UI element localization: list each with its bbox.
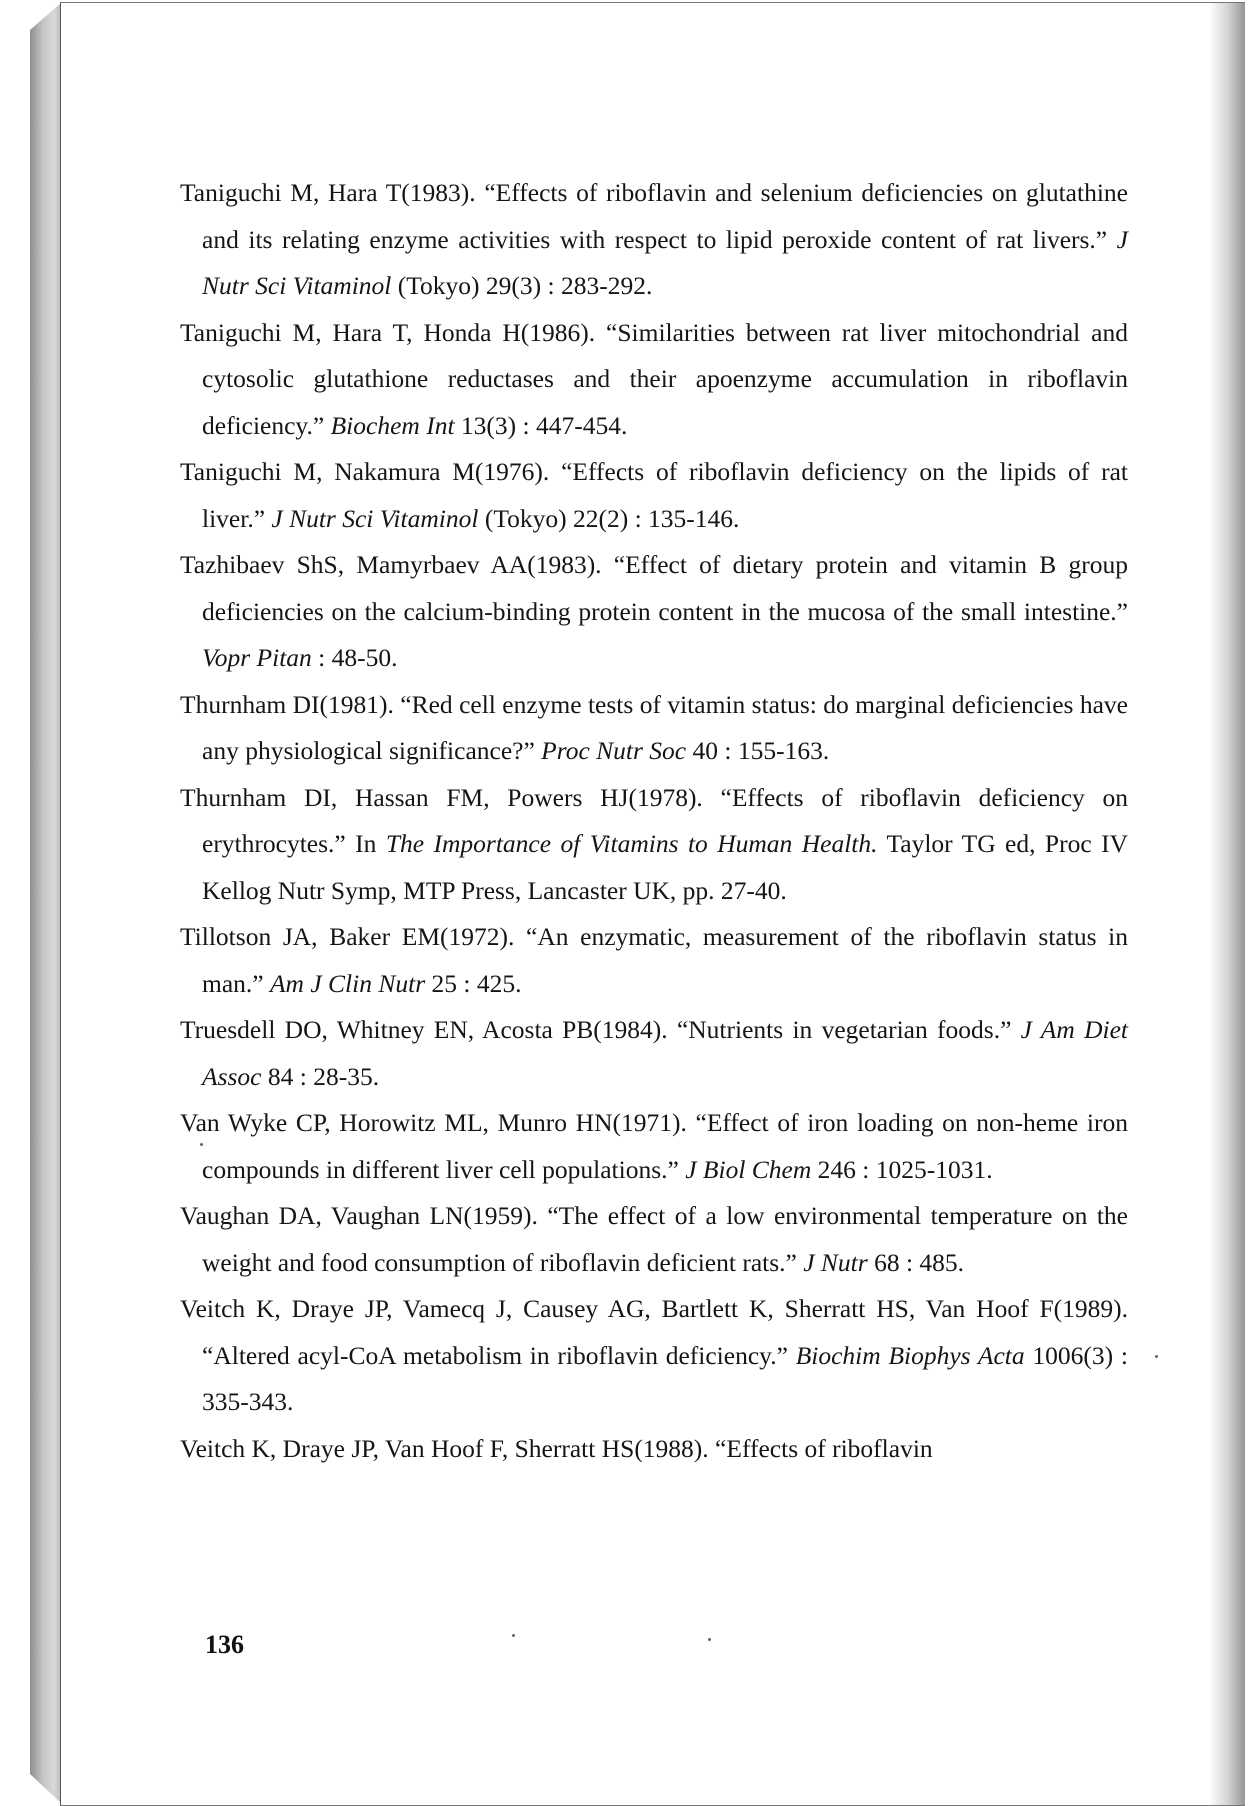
scan-speck — [200, 1143, 203, 1146]
reference-entry: Veitch K, Draye JP, Vamecq J, Causey AG, Bartlett K, Sherratt HS, Van Hoof F(1989). “Altered acyl-CoA metabolism in riboflavin deficiency.” Biochim Biophys Acta 1006(3) : 335-343. — [180, 1294, 1128, 1416]
reference-entry: Veitch K, Draye JP, Van Hoof F, Sherratt HS(1988). “Effects of riboflavin — [180, 1433, 933, 1463]
reference-entry: Taniguchi M, Hara T(1983). “Effects of riboflavin and selenium deficiencies on glutathine and its relating enzyme activities with respect to lipid peroxide content of rat livers.” J Nutr Sci Vitaminol (Tokyo) 29(3) : 283-292. — [180, 178, 1128, 300]
scan-speck — [512, 1634, 515, 1637]
scan-speck — [708, 1638, 711, 1641]
book-spine — [30, 2, 62, 1804]
reference-entry: Thurnham DI, Hassan FM, Powers HJ(1978). “Effects of riboflavin deficiency on erythrocytes.” In The Importance of Vitamins to Human Health. Taylor TG ed, Proc IV Kellog Nutr Symp, MTP Press, Lancaster UK, pp. 27-40. — [180, 782, 1129, 905]
reference-entry: Van Wyke CP, Horowitz ML, Munro HN(1971). “Effect of iron loading on non-heme iron compounds in different liver cell populations.” J Biol Chem 246 : 1025-1031. — [180, 1108, 1128, 1184]
scan-speck — [1155, 1355, 1158, 1358]
reference-entry: Tillotson JA, Baker EM(1972). “An enzymatic, measurement of the riboflavin status in man.” Am J Clin Nutr 25 : 425. — [180, 922, 1128, 998]
page-number: 136 — [205, 1630, 244, 1659]
reference-entry: Taniguchi M, Hara T, Honda H(1986). “Similarities between rat liver mitochondrial and cytosolic glutathione reductases and their apoenzyme accumulation in riboflavin deficiency.” Biochem Int 13(3) : 447-454. — [180, 317, 1128, 440]
reference-list — [180, 170, 1128, 1472]
reference-entry: Taniguchi M, Nakamura M(1976). “Effects of riboflavin deficiency on the lipids of rat liver.” J Nutr Sci Vitaminol (Tokyo) 22(2) : 135-146. — [180, 457, 1128, 533]
reference-entry: Tazhibaev ShS, Mamyrbaev AA(1983). “Effect of dietary protein and vitamin B group deficiencies on the calcium-binding protein content in the mucosa of the small intestine.” Vopr Pitan : 48-50. — [180, 550, 1128, 672]
page-edge-shadow — [1209, 3, 1245, 1805]
reference-entry: Vaughan DA, Vaughan LN(1959). “The effect of a low environmental temperature on the weight and food consumption of riboflavin deficient rats.” J Nutr 68 : 485. — [180, 1201, 1128, 1277]
reference-entry: Truesdell DO, Whitney EN, Acosta PB(1984). “Nutrients in vegetarian foods.” J Am Diet Assoc 84 : 28-35. — [180, 1015, 1128, 1091]
reference-entry: Thurnham DI(1981). “Red cell enzyme tests of vitamin status: do marginal deficiencies have any physiological significance?” Proc Nutr Soc 40 : 155-163. — [180, 689, 1128, 765]
